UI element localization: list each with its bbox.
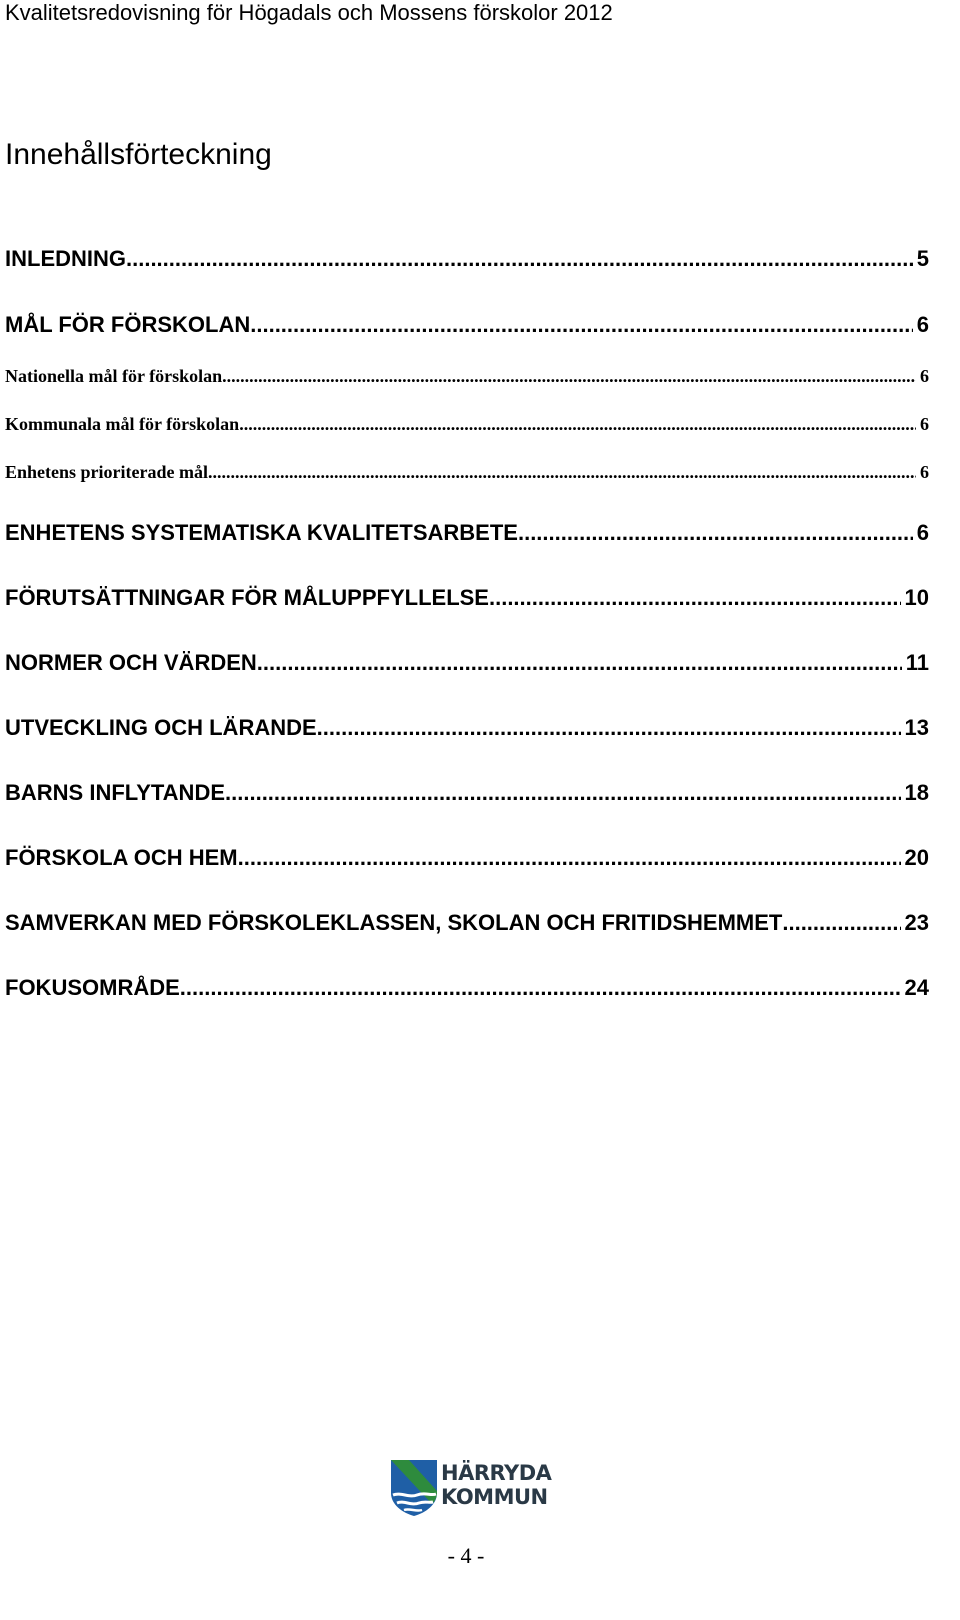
toc-entry-mal-for-forskolan[interactable]: [5, 311, 929, 339]
toc-entry-text: Nationella mål för förskolan: [5, 366, 223, 386]
toc-entry-forutsattningar[interactable]: [5, 584, 929, 612]
toc-entry-page: 6: [916, 520, 929, 545]
toc-entry-forskola-och-hem[interactable]: [5, 844, 929, 872]
toc-entry-text: UTVECKLING OCH LÄRANDE: [5, 715, 317, 740]
toc-entry-page: 23: [904, 910, 929, 935]
toc-entry-text: BARNS INFLYTANDE: [5, 780, 226, 805]
toc-leader-dots: [225, 779, 901, 807]
toc-entry-text: NORMER OCH VÄRDEN: [5, 650, 257, 675]
toc-entry-text: SAMVERKAN MED FÖRSKOLEKLASSEN, SKOLAN OCH FRITIDSHEMMET: [5, 910, 783, 935]
toc-entry-page: 13: [904, 715, 929, 740]
toc-entry-text: Enhetens prioriterade mål: [5, 462, 208, 482]
toc-entry-inledning[interactable]: [5, 245, 929, 273]
toc-entry-text: INLEDNING: [5, 246, 126, 271]
toc-entry-prioriterade-mal[interactable]: [5, 460, 929, 484]
toc-title: Innehållsförteckning: [5, 138, 272, 171]
harryda-shield-icon: [389, 1457, 439, 1517]
toc-entry-samverkan[interactable]: [5, 909, 929, 937]
toc-entry-text: MÅL FÖR FÖRSKOLAN: [5, 312, 251, 337]
harryda-kommun-logo: [389, 1457, 552, 1519]
toc-leader-dots: [782, 909, 900, 937]
toc-entry-page: 18: [904, 780, 929, 805]
table-of-contents: [5, 0, 929, 1100]
running-header: Kvalitetsredovisning för Högadals och Mossens förskolor 2012: [5, 0, 613, 25]
toc-leader-dots: [126, 245, 913, 273]
toc-entry-page: 5: [916, 246, 929, 271]
toc-entry-barns-inflytande[interactable]: [5, 779, 929, 807]
toc-entry-page: 20: [904, 845, 929, 870]
toc-leader-dots: [257, 649, 902, 677]
toc-entry-text: FOKUSOMRÅDE: [5, 975, 180, 1000]
toc-entry-page: 24: [904, 975, 929, 1000]
toc-entry-text: FÖRUTSÄTTNINGAR FÖR MÅLUPPFYLLELSE: [5, 585, 489, 610]
toc-entry-utveckling-och-larande[interactable]: [5, 714, 929, 742]
toc-entry-page: 6: [916, 312, 929, 337]
toc-leader-dots: [518, 519, 913, 547]
page-number: - 4 -: [447, 1543, 485, 1568]
toc-leader-dots: [208, 460, 916, 484]
logo-wordmark: [441, 1461, 551, 1509]
toc-entry-page: 11: [905, 650, 929, 675]
toc-entry-page: 10: [904, 585, 929, 610]
toc-leader-dots: [239, 412, 916, 436]
toc-entry-page: 6: [920, 462, 929, 482]
toc-leader-dots: [250, 311, 913, 339]
logo-line-1: HÄRRYDA: [441, 1461, 552, 1485]
toc-leader-dots: [238, 844, 901, 872]
toc-leader-dots: [317, 714, 901, 742]
toc-entry-page: 6: [920, 414, 929, 434]
toc-entry-text: FÖRSKOLA OCH HEM: [5, 845, 238, 870]
toc-entry-nationella-mal[interactable]: [5, 364, 929, 388]
logo-line-2: KOMMUN: [441, 1485, 548, 1509]
toc-entry-text: ENHETENS SYSTEMATISKA KVALITETSARBETE: [5, 520, 518, 545]
toc-leader-dots: [489, 584, 901, 612]
toc-entry-text: Kommunala mål för förskolan: [5, 414, 240, 434]
toc-leader-dots: [222, 364, 916, 388]
toc-entry-page: 6: [920, 366, 929, 386]
toc-leader-dots: [180, 974, 901, 1002]
toc-entry-kommunala-mal[interactable]: [5, 412, 929, 436]
toc-entry-normer-och-varden[interactable]: [5, 649, 929, 677]
toc-entry-fokusomrade[interactable]: [5, 974, 929, 1002]
toc-entry-systematiska-kvalitetsarbete[interactable]: [5, 519, 929, 547]
